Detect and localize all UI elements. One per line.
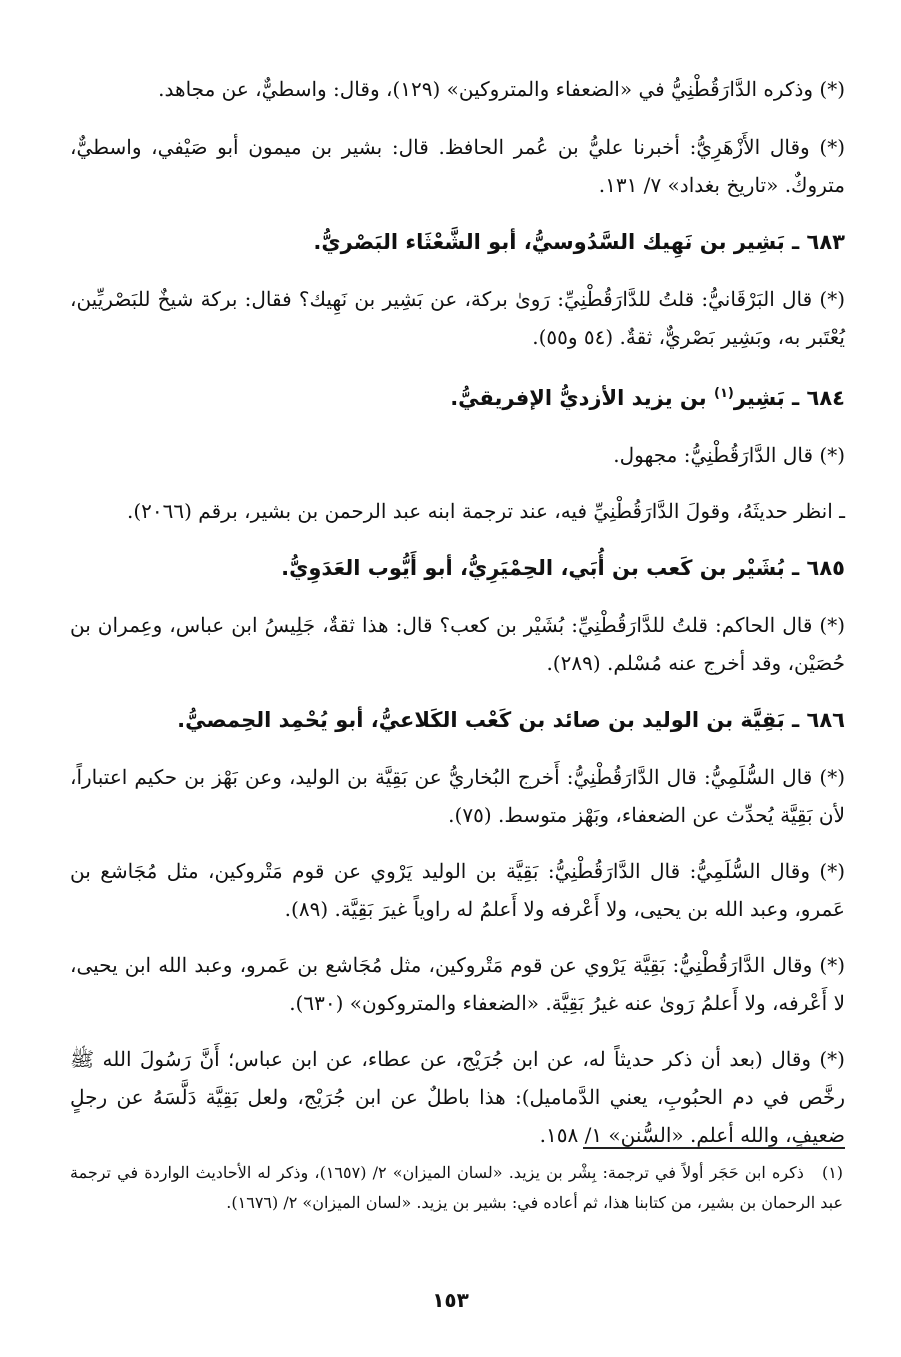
paragraph-hakim: (*) قال الحاكم: قلتُ للدَّارَقُطْنِيِّ: بُشَيْر بن كعب؟ قال: هذا ثقةٌ، جَلِيسُ ابن عباس، وعِمران بن حُصَيْن، وقد أخرج عنه مُسْلم. (٢٨٩). [70,613,845,675]
entry-heading-684-name: ٦٨٤ ـ بَشِير [733,386,845,410]
paragraph-barqani: (*) قال البَرْقَانيُّ: قلتُ للدَّارَقُطْنِيِّ: رَوىٰ بركة، عن بَشِير بن نَهِيك؟ فقال: بركة شيخٌ للبَصْريِّين، يُعْتَبر به، وبَشِير بَصْريٌّ، ثقةٌ. (٥٤ و٥٥). [70,287,845,349]
page-body [70,70,845,1174]
entry-heading-684 [70,376,845,416]
paragraph-daraqutni-duafa: (*) وذكره الدَّارَقُطْنِيُّ في «الضعفاء والمتروكين» (١٢٩)، وقال: واسطيٌّ، عن مجاهد. [158,77,845,101]
entry-heading-685: ٦٨٥ ـ بُشَيْر بن كَعب بن أُبَي، الحِمْيَرِيُّ، أبو أَيُّوب العَدَوِيُّ. [281,556,845,580]
footnote-marker: (١) [714,386,734,401]
footnote [70,1158,843,1218]
paragraph-azhari: (*) وقال الأَزْهَرِيُّ: أخبرنا عليُّ بن عُمر الحافظ. قال: بشير بن ميمون أبو صَيْفي، واسطيٌّ، متروكٌ. «تاريخ بغداد» ٧/ ١٣١. [70,135,845,197]
entry-heading-683: ٦٨٣ ـ بَشِير بن نَهِيك السَّدُوسيُّ، أبو الشَّعْثَاء البَصْريُّ. [313,230,845,254]
footnote-separator [583,1147,845,1149]
page-number: ١٥٣ [432,1288,469,1312]
paragraph-sulami-2: (*) وقال السُّلَمِيُّ: قال الدَّارَقُطْنِيُّ: بَقِيَّة بن الوليد يَرْوي عن قوم مَتْروكين، مثل مُجَاشع بن عَمرو، وعبد الله بن يحيى، ولا أَعْرفه ولا أَعلمُ له راوياً غيرَ بَقِيَّة. (٨٩). [70,859,845,921]
footnote-text: ذكره ابن حَجَر أولاً في ترجمة: بِشْر بن يزيد. «لسان الميزان» ٢/ (١٦٥٧)، وذكر له الأحاديث الواردة في ترجمة عبد الرحمان بن بشير، من كتابنا هذا، ثم أعاده في: بشير بن يزيد. «لسان الميزان» ٢/ (١٦٧٦). [70,1163,843,1212]
entry-heading-684-rest: بن يزيد الأزديُّ الإفريقيُّ. [450,386,714,410]
paragraph-sunan: (*) وقال (بعد أن ذكر حديثاً له، عن ابن جُرَيْج، عن عطاء، عن ابن عباس؛ أَنَّ رَسُولَ الله ﷺ رخَّص في دم الحبُوبِ، يعني الدَّماميل): هذا باطلٌ عن ابن جُرَيْج، ولعل بَقِيَّة دَلَّسَهُ عن رجلٍ ضعيفٍ، والله أعلم. «السُّنن» ١/ ١٥٨. [70,1047,845,1147]
paragraph-duafa-630: (*) وقال الدَّارَقُطْنِيُّ: بَقِيَّة يَرْوي عن قوم مَتْروكين، مثل مُجَاشع بن عَمرو، وعبد الله ابن يحيى، لا أَعْرفه، ولا أَعلمُ رَوىٰ عنه غيرُ بَقِيَّة. «الضعفاء والمتروكون» (٦٣٠). [70,953,845,1015]
footnote-number: (١) [821,1163,844,1182]
entry-heading-686: ٦٨٦ ـ بَقِيَّة بن الوليد بن صائد بن كَعْب الكَلاعيُّ، أبو يُحْمِد الحِمصيُّ. [177,708,845,732]
paragraph-majhul: (*) قال الدَّارَقُطْنِيُّ: مجهول. [613,443,845,467]
paragraph-sulami-1: (*) قال السُّلَمِيُّ: قال الدَّارَقُطْنِيُّ: أَخرج البُخاريُّ عن بَقِيَّة بن الوليد، وعن بَهْز بن حكيم اعتباراً، لأن بَقِيَّة يُحدِّث عن الضعفاء، وبَهْز متوسط. (٧٥). [70,765,845,827]
paragraph-cross-reference: ـ انظر حديثَهُ، وقولَ الدَّارَقُطْنِيِّ فيه، عند ترجمة ابنه عبد الرحمن بن بشير، برقم (٢٠٦٦). [127,499,845,523]
